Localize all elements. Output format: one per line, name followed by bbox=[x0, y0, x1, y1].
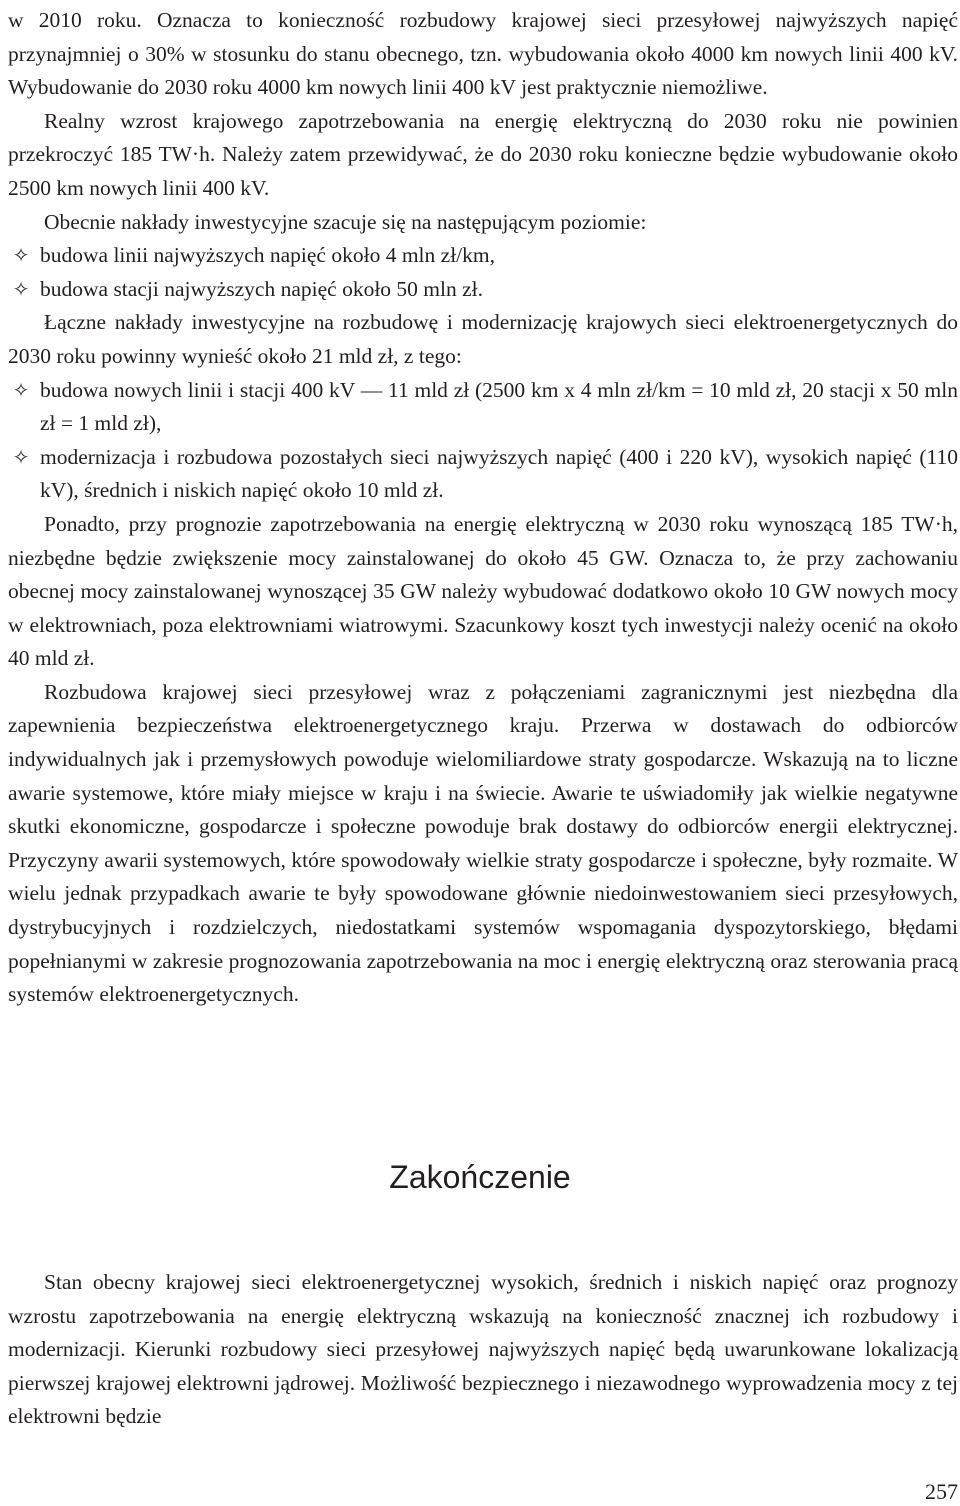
bullet-text: budowa nowych linii i stacji 400 kV — 11 mld zł (2500 km x 4 mln zł/km = 10 mld zł, 20 stacji x 50 mln zł = 1 mld zł), bbox=[40, 377, 958, 436]
four-point-star-icon: ✧ bbox=[12, 377, 30, 402]
body-text-section bbox=[8, 4, 958, 1012]
section-heading: Zakończenie bbox=[389, 1159, 571, 1195]
paragraph: Ponadto, przy prognozie zapotrzebowania na energię elektryczną w 2030 roku wynoszącą 185 TW·h, niezbędne będzie zwiększenie mocy zainstalowanej do około 45 GW. Oznacza to, że przy zachowaniu obecnej mocy zainstalowanej wynoszącej 35 GW należy wybudować dodatkowo około 10 GW nowych mocy w elektrowniach, poza elektrowniami wiatrowymi. Szacunkowy koszt tych inwestycji należy ocenić na około 40 mld zł. bbox=[8, 511, 958, 671]
paragraph: Rozbudowa krajowej sieci przesyłowej wraz z połączeniami zagranicznymi jest niezbędna dla zapewnienia bezpieczeństwa elektroenergetycznego kraju. Przerwa w dostawach do odbiorców indywidualnych jak i przemysłowych powoduje wielomiliardowe straty gospodarcze. Wskazują na to liczne awarie systemowe, które miały miejsce w kraju i na świecie. Awarie te uświadomiły jak wielkie negatywne skutki ekonomiczne, gospodarcze i społeczne powoduje brak dostawy do odbiorców energii elektrycznej. Przyczyny awarii systemowych, które spowodowały wielkie straty gospodarcze i społeczne, były rozmaite. W wielu jednak przypadkach awarie te były spowodowane głównie niedoinwestowaniem sieci przesyłowych, dystrybucyjnych i rozdzielczych, niedostatkami systemów wspomagania dyspozytorskiego, błędami popełnianymi w zakresie prognozowania zapotrzebowania na moc i energię elektryczną oraz sterowania pracą systemów elektroenergetycznych. bbox=[8, 679, 958, 1007]
conclusion-text-section bbox=[8, 1266, 958, 1434]
paragraph: Stan obecny krajowej sieci elektroenergetycznej wysokich, średnich i niskich napięć oraz prognozy wzrostu zapotrzebowania na energię elektryczną wskazują na konieczność znacznej ich rozbudowy i modernizacji. Kierunki rozbudowy sieci przesyłowej najwyższych napięć będą uwarunkowane lokalizacją pierwszej krajowej elektrowni jądrowej. Możliwość bezpiecznego i niezawodnego wyprowadzenia mocy z tej elektrowni będzie bbox=[8, 1270, 958, 1429]
bullet-text: budowa stacji najwyższych napięć około 50 mln zł. bbox=[40, 276, 484, 301]
bullet-item bbox=[8, 273, 958, 307]
four-point-star-icon: ✧ bbox=[12, 276, 30, 301]
bullet-item bbox=[8, 239, 958, 273]
bullet-item bbox=[8, 374, 958, 441]
bullet-item bbox=[8, 441, 958, 508]
paragraph: w 2010 roku. Oznacza to konieczność rozbudowy krajowej sieci przesyłowej najwyższych napięć przynajmniej o 30% w stosunku do stanu obecnego, tzn. wybudowania około 4000 km nowych linii 400 kV. Wybudowanie do 2030 roku 4000 km nowych linii 400 kV jest praktycznie niemożliwe. bbox=[8, 8, 958, 100]
page-number: 257 bbox=[925, 1479, 958, 1504]
bullet-text: modernizacja i rozbudowa pozostałych sieci najwyższych napięć (400 i 220 kV), wysokich napięć (110 kV), średnich i niskich napięć około 10 mld zł. bbox=[40, 444, 958, 503]
paragraph: Łączne nakłady inwestycyjne na rozbudowę i modernizację krajowych sieci elektroenergetycznych do 2030 roku powinny wynieść około 21 mld zł, z tego: bbox=[8, 310, 958, 368]
four-point-star-icon: ✧ bbox=[12, 243, 30, 268]
paragraph: Realny wzrost krajowego zapotrzebowania na energię elektryczną do 2030 roku nie powinien przekroczyć 185 TW·h. Należy zatem przewidywać, że do 2030 roku konieczne będzie wybudowanie około 2500 km nowych linii 400 kV. bbox=[8, 108, 958, 200]
paragraph: Obecnie nakłady inwestycyjne szacuje się na następującym poziomie: bbox=[44, 209, 647, 234]
bullet-text: budowa linii najwyższych napięć około 4 mln zł/km, bbox=[40, 243, 495, 268]
four-point-star-icon: ✧ bbox=[12, 444, 30, 469]
